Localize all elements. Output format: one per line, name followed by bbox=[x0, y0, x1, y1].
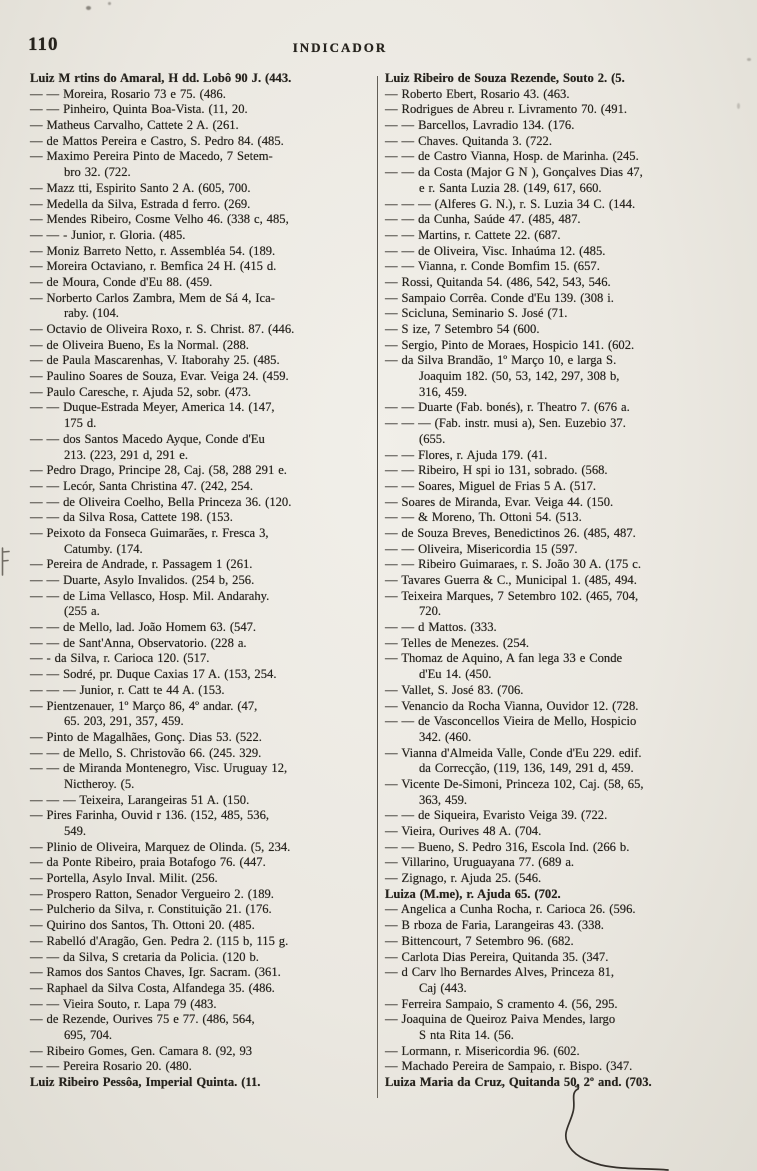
directory-line: — — da Silva Rosa, Cattete 198. (153. bbox=[30, 510, 233, 525]
directory-line: e r. Santa Luzia 28. (149, 617, 660. bbox=[419, 180, 602, 195]
directory-line: — S ize, 7 Setembro 54 (600. bbox=[385, 322, 540, 336]
directory-line: — Sampaio Corrêa. Conde d'Eu 139. (308 i. bbox=[385, 290, 614, 305]
directory-line: — — de Mello, lad. João Homem 63. (547. bbox=[30, 620, 257, 635]
directory-line: — Pires Farinha, Ouvid r 136. (152, 485, 536, bbox=[30, 808, 270, 823]
directory-line: — Quirino dos Santos, Th. Ottoni 20. (485. bbox=[30, 918, 255, 933]
directory-line: Luiz Ribeiro Pessôa, Imperial Quinta. (11. bbox=[30, 1075, 261, 1089]
directory-line: Luiz Ribeiro de Souza Rezende, Souto 2. (5. bbox=[385, 71, 625, 85]
directory-line: — Joaquina de Queiroz Paiva Mendes, largo bbox=[385, 1012, 616, 1027]
directory-line: — — Soares, Miguel de Frias 5 A. (517. bbox=[385, 478, 597, 493]
directory-line: — de Souza Breves, Benedictinos 26. (485, 487. bbox=[385, 525, 636, 540]
directory-line: — — Duque-Estrada Meyer, America 14. (147, bbox=[30, 400, 275, 415]
directory-line: — Peixoto da Fonseca Guimarães, r. Fresca 3, bbox=[30, 525, 269, 540]
directory-line: Joaquim 182. (50, 53, 142, 297, 308 b, bbox=[419, 369, 620, 384]
directory-line: — Mendes Ribeiro, Cosme Velho 46. (338 c, 485, bbox=[30, 212, 289, 227]
directory-line: — — Vianna, r. Conde Bomfim 15. (657. bbox=[385, 259, 600, 274]
directory-line: — — da Costa (Major G N ), Gonçalves Dias 47, bbox=[385, 165, 643, 180]
directory-line: 695, 704. bbox=[64, 1027, 113, 1042]
handwritten-squiggle bbox=[540, 1080, 690, 1171]
directory-line: Caj (443. bbox=[419, 980, 467, 995]
directory-line: — Pinto de Magalhães, Gonç. Dias 53. (522. bbox=[30, 729, 262, 744]
directory-line: — Pereira de Andrade, r. Passagem 1 (261. bbox=[30, 557, 253, 572]
directory-line: — Mazz tti, Espirito Santo 2 A. (605, 700. bbox=[30, 180, 251, 195]
directory-line: — Lormann, r. Misericordia 96. (602. bbox=[385, 1043, 580, 1058]
directory-line: raby. (104. bbox=[64, 306, 119, 321]
directory-line: — de Moura, Conde d'Eu 88. (459. bbox=[30, 274, 213, 289]
directory-line: — Maximo Pereira Pinto de Macedo, 7 Setem- bbox=[30, 149, 273, 164]
directory-line: — Teixeira Marques, 7 Setembro 102. (465, 704, bbox=[385, 588, 639, 603]
directory-line: — Prospero Ratton, Senador Vergueiro 2. (189. bbox=[30, 886, 274, 901]
directory-line: 65. 203, 291, 357, 459. bbox=[64, 714, 184, 729]
directory-line: 363, 459. bbox=[419, 792, 468, 807]
directory-line: 342. (460. bbox=[419, 729, 472, 744]
directory-line: — da Ponte Ribeiro, praia Botafogo 76. (447. bbox=[30, 855, 266, 870]
directory-line: — — Oliveira, Misericordia 15 (597. bbox=[385, 541, 578, 556]
directory-line: — — de Oliveira, Visc. Inhaúma 12. (485. bbox=[385, 243, 606, 258]
directory-line: — — Vieira Souto, r. Lapa 79 (483. bbox=[30, 996, 217, 1011]
directory-line: — Ferreira Sampaio, S cramento 4. (56, 295. bbox=[385, 996, 618, 1011]
directory-line: — Paulo Caresche, r. Ajuda 52, sobr. (473. bbox=[30, 384, 252, 399]
directory-line: — — de Oliveira Coelho, Bella Princeza 36. (120. bbox=[30, 494, 292, 509]
directory-line: — — Bueno, S. Pedro 316, Escola Ind. (266 b. bbox=[385, 839, 630, 854]
directory-line: — Roberto Ebert, Rosario 43. (463. bbox=[385, 86, 570, 101]
directory-line: — Bittencourt, 7 Setembro 96. (682. bbox=[385, 933, 574, 948]
directory-line: — — & Moreno, Th. Ottoni 54. (513. bbox=[385, 510, 582, 525]
directory-line: — da Silva Brandão, 1º Março 10, e larga S. bbox=[385, 353, 617, 368]
directory-line: — — - Junior, r. Gloria. (485. bbox=[30, 227, 186, 242]
directory-line: — — Barcellos, Lavradio 134. (176. bbox=[385, 118, 575, 133]
directory-line: — — Duarte (Fab. bonés), r. Theatro 7. (676 a. bbox=[385, 400, 630, 415]
directory-line: — Vianna d'Almeida Valle, Conde d'Eu 229. edif. bbox=[385, 745, 642, 760]
directory-line: — — da Silva, S cretaria da Policia. (120 b. bbox=[30, 949, 259, 964]
scan-speck bbox=[108, 2, 111, 5]
directory-line: 316, 459. bbox=[419, 384, 468, 399]
directory-line: — — Pinheiro, Quinta Boa-Vista. (11, 20. bbox=[30, 102, 248, 117]
directory-line: — — d Mattos. (333. bbox=[385, 620, 497, 635]
directory-line: — de Mattos Pereira e Castro, S. Pedro 84. (485. bbox=[30, 133, 284, 148]
directory-line: — — Ribeiro, H spi io 131, sobrado. (568. bbox=[385, 463, 608, 478]
scan-speck bbox=[737, 103, 740, 109]
directory-line: — — de Lima Vellasco, Hosp. Mil. Andarahy. bbox=[30, 588, 270, 603]
directory-line: Nictheroy. (5. bbox=[64, 776, 135, 791]
directory-line: — Pientzenauer, 1º Março 86, 4º andar. (47, bbox=[30, 698, 258, 713]
directory-line: — de Rezende, Ourives 75 e 77. (486, 564, bbox=[30, 1012, 255, 1027]
directory-line: Luiz M rtins do Amaral, H dd. Lobô 90 J. (443. bbox=[30, 71, 292, 85]
directory-line: — Plinio de Oliveira, Marquez de Olinda. (5, 234. bbox=[30, 839, 291, 854]
directory-line: — Telles de Menezes. (254. bbox=[385, 635, 530, 650]
directory-line: bro 32. (722. bbox=[64, 165, 131, 180]
directory-line: — Rabelló d'Aragão, Gen. Pedra 2. (115 b, 115 g. bbox=[30, 933, 289, 948]
directory-line: — — de Miranda Montenegro, Visc. Uruguay 12, bbox=[30, 761, 288, 776]
directory-line: — Tavares Guerra & C., Municipal 1. (485, 494. bbox=[385, 573, 637, 587]
directory-line: — Moniz Barreto Netto, r. Assembléa 54. (189. bbox=[30, 243, 276, 258]
directory-line: — — de Vasconcellos Vieira de Mello, Hospicio bbox=[385, 714, 637, 729]
right-column bbox=[385, 71, 747, 1091]
directory-line: — — Ribeiro Guimaraes, r. S. João 30 A. (175 c. bbox=[385, 557, 641, 572]
directory-line: — de Paula Mascarenhas, V. Itaborahy 25. (485. bbox=[30, 353, 280, 368]
directory-line: — Octavio de Oliveira Roxo, r. S. Christ. 87. (446. bbox=[30, 322, 295, 336]
directory-line: — Portella, Asylo Inval. Milit. (256. bbox=[30, 871, 218, 886]
directory-line: 213. (223, 291 d, 291 e. bbox=[64, 447, 188, 462]
directory-line: — Paulino Soares de Souza, Evar. Veiga 24. (459. bbox=[30, 369, 289, 384]
column-divider bbox=[377, 76, 378, 1098]
directory-line: — — — (Alferes G. N.), r. S. Luzia 34 C. (144. bbox=[385, 196, 636, 211]
scan-speck bbox=[747, 58, 751, 61]
directory-line: — — Moreira, Rosario 73 e 75. (486. bbox=[30, 86, 226, 101]
directory-line: 720. bbox=[419, 604, 442, 619]
margin-ink-mark bbox=[0, 545, 12, 579]
directory-line: — — Chaves. Quitanda 3. (722. bbox=[385, 133, 552, 148]
directory-line: — — Pereira Rosario 20. (480. bbox=[30, 1059, 192, 1074]
directory-line: — Thomaz de Aquino, A fan lega 33 e Conde bbox=[385, 651, 623, 666]
scan-speck bbox=[86, 6, 91, 10]
page-number: 110 bbox=[28, 34, 59, 55]
directory-line: d'Eu 14. (450. bbox=[419, 667, 492, 682]
left-column bbox=[30, 71, 377, 1091]
directory-line: — Sergio, Pinto de Moraes, Hospicio 141. (602. bbox=[385, 337, 635, 352]
directory-line: — — Lecór, Santa Christina 47. (242, 254. bbox=[30, 478, 254, 493]
directory-line: — — — (Fab. instr. musi a), Sen. Euzebio 37. bbox=[385, 416, 626, 431]
directory-line: — Vieira, Ourives 48 A. (704. bbox=[385, 824, 542, 838]
directory-line: — Ramos dos Santos Chaves, Igr. Sacram. (361. bbox=[30, 965, 281, 980]
directory-line: — — Sodré, pr. Duque Caxias 17 A. (153, 254. bbox=[30, 667, 277, 682]
directory-line: — Matheus Carvalho, Cattete 2 A. (261. bbox=[30, 118, 239, 133]
directory-line: — — de Sant'Anna, Observatorio. (228 a. bbox=[30, 635, 247, 650]
directory-line: — — de Siqueira, Evaristo Veiga 39. (722. bbox=[385, 808, 608, 823]
directory-line: — Rossi, Quitanda 54. (486, 542, 543, 546. bbox=[385, 274, 611, 289]
directory-line: — B rboza de Faria, Larangeiras 43. (338. bbox=[385, 918, 604, 933]
directory-line: — — — Teixeira, Larangeiras 51 A. (150. bbox=[30, 792, 250, 807]
directory-line: (655. bbox=[419, 431, 446, 446]
directory-line: — Machado Pereira de Sampaio, r. Bispo. (347. bbox=[385, 1059, 633, 1074]
directory-line: — Pedro Drago, Principe 28, Caj. (58, 288 291 e. bbox=[30, 463, 287, 478]
directory-line: Luiza (M.me), r. Ajuda 65. (702. bbox=[385, 886, 561, 901]
directory-line: — Pulcherio da Silva, r. Constituição 21. (176. bbox=[30, 902, 272, 917]
directory-line: — Soares de Miranda, Evar. Veiga 44. (150. bbox=[385, 494, 614, 509]
directory-line: — Venancio da Rocha Vianna, Ouvidor 12. (728. bbox=[385, 698, 639, 713]
directory-line: — — dos Santos Macedo Ayque, Conde d'Eu bbox=[30, 431, 265, 446]
directory-line: — — — Junior, r. Catt te 44 A. (153. bbox=[30, 682, 225, 697]
directory-line: — — da Cunha, Saúde 47. (485, 487. bbox=[385, 212, 581, 227]
directory-line: S nta Rita 14. (56. bbox=[419, 1027, 514, 1042]
directory-line: — de Oliveira Bueno, Es la Normal. (288. bbox=[30, 337, 249, 352]
directory-line: — d Carv lho Bernardes Alves, Princeza 81, bbox=[385, 965, 615, 980]
running-title: INDICADOR bbox=[292, 40, 388, 55]
directory-line: — — de Castro Vianna, Hosp. de Marinha. (245. bbox=[385, 149, 639, 164]
directory-line: — — Flores, r. Ajuda 179. (41. bbox=[385, 447, 548, 462]
directory-line: — Vicente De-Simoni, Princeza 102, Caj. (58, 65, bbox=[385, 776, 644, 791]
directory-line: — Villarino, Uruguayana 77. (689 a. bbox=[385, 855, 575, 870]
directory-line: 549. bbox=[64, 824, 87, 838]
directory-line: — Ribeiro Gomes, Gen. Camara 8. (92, 93 bbox=[30, 1043, 253, 1058]
directory-line: Catumby. (174. bbox=[64, 541, 143, 556]
directory-line: — Medella da Silva, Estrada d ferro. (269. bbox=[30, 196, 251, 211]
directory-line: Luiza Maria da Cruz, Quitanda 50, 2º and. (703. bbox=[385, 1075, 652, 1089]
directory-line: — Vallet, S. José 83. (706. bbox=[385, 682, 524, 697]
directory-line: da Correcção, (119, 136, 149, 291 d, 459. bbox=[419, 761, 634, 776]
directory-line: — Carlota Dias Pereira, Quitanda 35. (347. bbox=[385, 949, 609, 964]
directory-line: — Zignago, r. Ajuda 25. (546. bbox=[385, 871, 542, 886]
directory-line: — — de Mello, S. Christovão 66. (245. 329. bbox=[30, 745, 262, 760]
directory-line: 175 d. bbox=[64, 416, 97, 431]
directory-line: — Scicluna, Seminario S. José (71. bbox=[385, 306, 568, 321]
directory-line: — Angelica a Cunha Rocha, r. Carioca 26. (596. bbox=[385, 902, 636, 917]
directory-line: (255 a. bbox=[64, 604, 100, 619]
directory-line: — Moreira Octaviano, r. Bemfica 24 H. (415 d. bbox=[30, 259, 277, 274]
directory-line: — - da Silva, r. Carioca 120. (517. bbox=[30, 651, 210, 666]
directory-line: — Raphael da Silva Costa, Alfandega 35. (486. bbox=[30, 980, 275, 995]
directory-line: — — Martins, r. Cattete 22. (687. bbox=[385, 227, 561, 242]
directory-line: — Rodrigues de Abreu r. Livramento 70. (491. bbox=[385, 102, 628, 117]
directory-line: — — Duarte, Asylo Invalidos. (254 b, 256. bbox=[30, 573, 255, 587]
directory-line: — Norberto Carlos Zambra, Mem de Sá 4, Ica- bbox=[30, 290, 275, 305]
